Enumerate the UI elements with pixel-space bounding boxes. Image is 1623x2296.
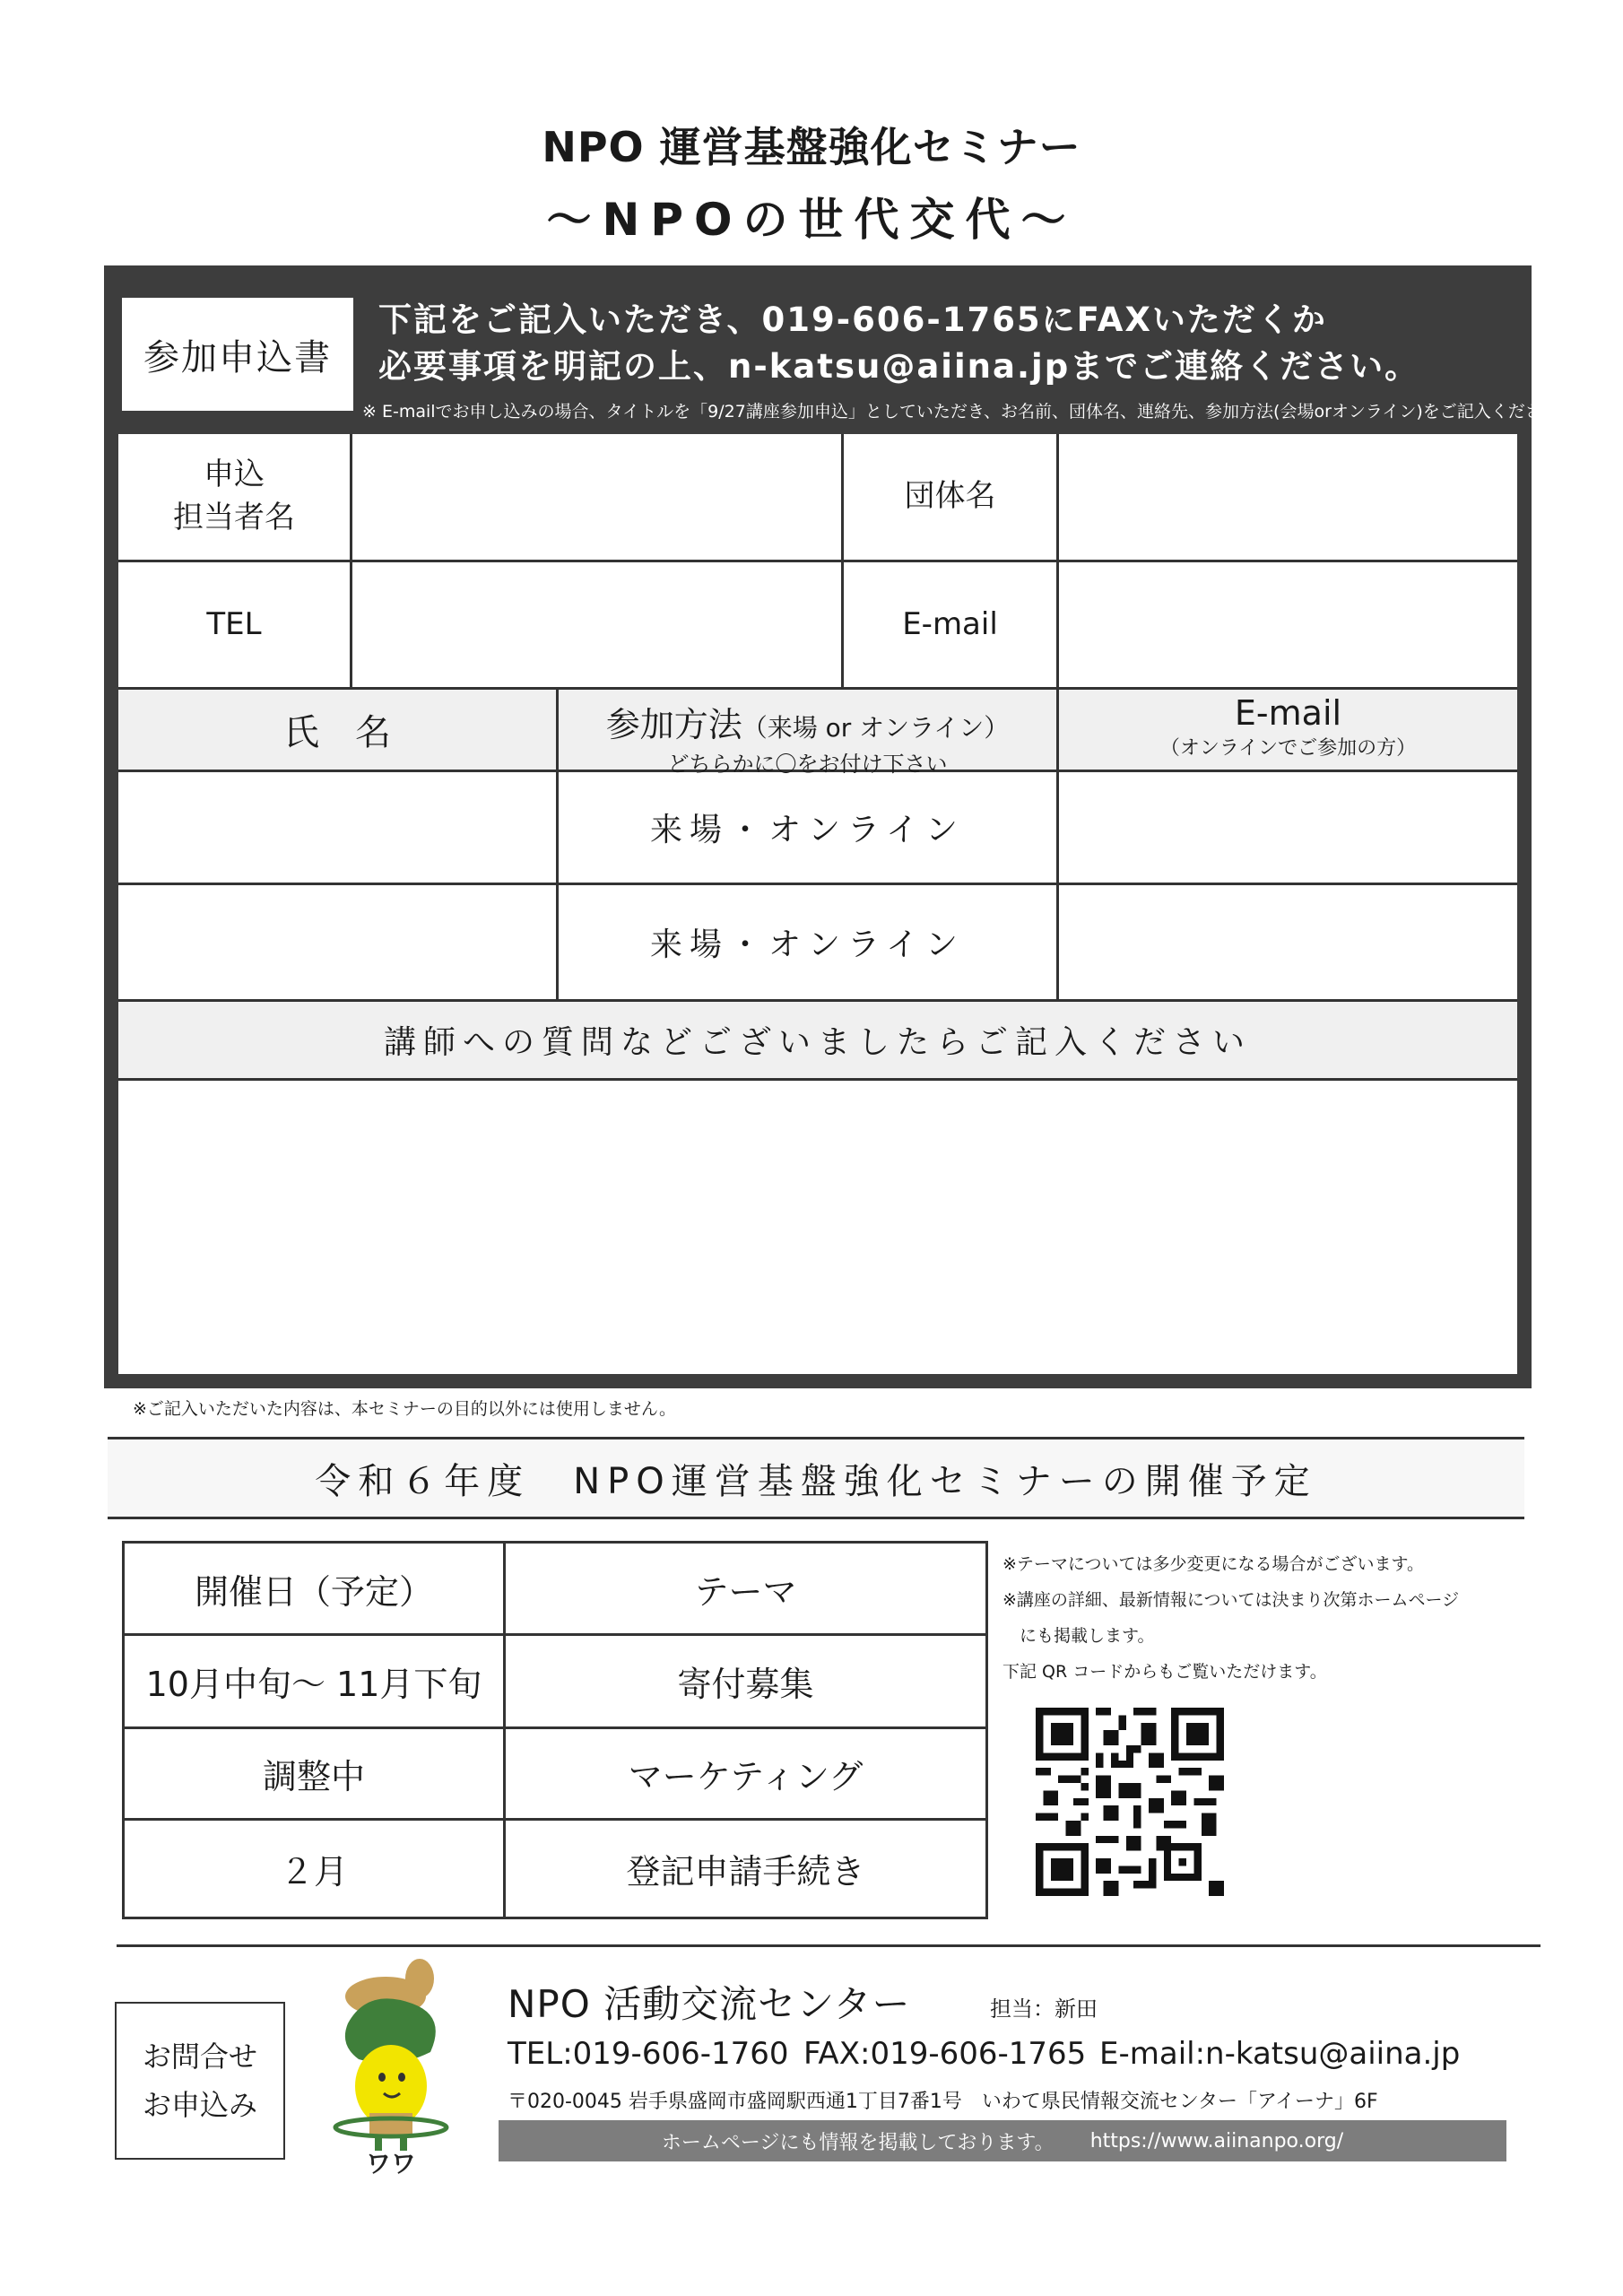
contact-person: 担当：新田: [990, 1996, 1098, 2022]
attendee-email-field[interactable]: [1059, 885, 1517, 999]
schedule-table: [122, 1541, 988, 1919]
attendee-name-field[interactable]: [118, 772, 556, 883]
schedule-note: にも掲載します。: [1002, 1626, 1155, 1646]
organization-label: 団体名: [904, 478, 996, 515]
schedule-note: ※講座の詳細、最新情報については決まり次第ホームページ: [1002, 1590, 1460, 1610]
schedule-note: 下記 QR コードからもご覧いただけます。: [1002, 1662, 1327, 1682]
schedule-notes: [1002, 1546, 1459, 1690]
homepage-link[interactable]: https://www.aiinanpo.org/: [1089, 2129, 1344, 2152]
email-label: E-mail: [902, 605, 998, 642]
tel-field[interactable]: [352, 562, 841, 687]
contact-label-line1: お問合せ: [142, 2039, 257, 2074]
footer-address: 〒020-0045 岩手県盛岡市盛岡駅西通1丁目7番1号 いわて県民情報交流センター「アイーナ」6F: [508, 2091, 1378, 2113]
footer-tel: TEL:019-606-1760: [508, 2036, 789, 2072]
attendee-name-header: 氏 名: [283, 712, 391, 753]
instruction-line-2: 必要事項を明記の上、n-katsu@aiina.jpまでご連絡ください。: [378, 347, 1420, 386]
organization-name: NPO 活動交流センター: [508, 1982, 911, 2026]
homepage-note: ホームページにも情報を掲載しております。: [661, 2131, 1055, 2154]
homepage-bar: [499, 2120, 1506, 2161]
tel-label: TEL: [206, 605, 262, 642]
method-label: 参加方法: [605, 705, 742, 744]
method-options: （来場 or オンライン）: [742, 713, 1010, 743]
attendee-email-note: （オンラインでご参加の方）: [1159, 737, 1417, 760]
contact-label-line2: お申込み: [142, 2088, 257, 2122]
contact-box: [115, 2002, 285, 2160]
schedule-theme: 寄付募集: [677, 1665, 814, 1704]
applicant-label-line2: 担当者名: [173, 500, 295, 535]
applicant-label: [118, 434, 350, 560]
mascot-wawa-icon: [332, 1952, 466, 2176]
organization-field[interactable]: [1059, 434, 1517, 560]
question-header: 講師への質問などございましたらご記入ください: [383, 1024, 1252, 1061]
page-subtitle: ～NPOの世代交代～: [546, 194, 1077, 246]
attendee-name-field[interactable]: [118, 885, 556, 999]
applicant-name-field[interactable]: [352, 434, 841, 560]
attendee-email-field[interactable]: [1059, 772, 1517, 883]
form-body: [118, 434, 1517, 1374]
attendee-method-header: [559, 690, 1056, 777]
schedule-theme-header: テーマ: [694, 1571, 797, 1612]
instruction-line-1: 下記をご記入いただき、019-606-1765にFAXいただくか: [378, 300, 1327, 339]
attendee-email-header: [1059, 690, 1517, 770]
qr-code-icon[interactable]: [1022, 1708, 1237, 1896]
mascot-caption: ワワ: [365, 2149, 417, 2176]
page-title: NPO 運営基盤強化セミナー: [542, 123, 1081, 171]
footer-email[interactable]: E-mail:n-katsu@aiina.jp: [1099, 2036, 1461, 2072]
schedule-note: ※テーマについては多少変更になる場合がございます。: [1002, 1554, 1425, 1574]
method-note: どちらかに〇をお付け下さい: [667, 752, 948, 777]
privacy-note: ※ご記入いただいた内容は、本セミナーの目的以外には使用しません。: [133, 1399, 677, 1419]
schedule-title: 令和６年度 NPO運営基盤強化セミナーの開催予定: [108, 1437, 1524, 1519]
applicant-label-line1: 申込: [204, 457, 265, 493]
attendee-method-option[interactable]: 来場・オンライン: [650, 812, 965, 848]
schedule-theme: マーケティング: [628, 1757, 864, 1796]
form-label: 参加申込書: [122, 298, 353, 411]
footer-divider: [117, 1944, 1541, 1947]
schedule-date-header: 開催日（予定）: [194, 1571, 433, 1612]
attendee-method-option[interactable]: 来場・オンライン: [650, 926, 965, 963]
attendee-email-label: E-mail: [1234, 693, 1342, 733]
instruction-note: ※ E-mailでお申し込みの場合、タイトルを「9/27講座参加申込」としていただき、お名前、団体名、連絡先、参加方法(会場orオンライン)をご記入ください。: [362, 402, 1576, 422]
question-field[interactable]: [118, 1081, 1517, 1374]
schedule-date: ２月: [279, 1852, 348, 1892]
schedule-date: 調整中: [262, 1757, 365, 1796]
footer-fax: FAX:019-606-1765: [803, 2036, 1087, 2072]
schedule-theme: 登記申請手続き: [626, 1852, 865, 1892]
schedule-date: 10月中旬～ 11月下旬: [145, 1665, 482, 1704]
email-field[interactable]: [1059, 562, 1517, 687]
